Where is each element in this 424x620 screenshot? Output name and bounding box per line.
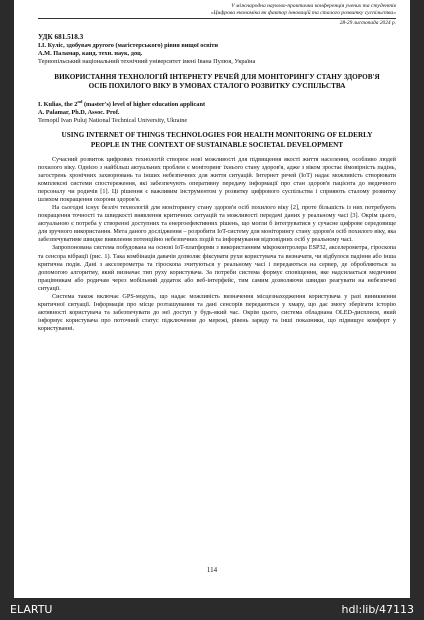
repository-footer [0,598,424,620]
body-paragraph: Сучасний розвиток цифрових технологій створює нові можливості для підвищення якості життя населення, особливо людей похилого віку. Однією з найбільш актуальних проблем є моніторинг їхнього стану здоров'я, адже з віком зростає ймовірність падінь, загострень хронічних захворювань та інших небезпечних для життя ситуацій. Інтернет речей (IoT) надає можливість створювати комплексні системи спостереження, які забезпечують оперативну передачу інформації про стан здоров'я пацієнта до медичного персоналу чи родичів [1]. Ці рішення є важливим інструментом у розвитку цифрового суспільства і сприяють сталому розвитку шляхом покращення охорони здоров'я. [38,155,396,204]
author-en-2: A. Palamar, Ph.D, Assoc. Prof. [38,108,120,116]
page-number: 114 [206,566,218,574]
author-ua-2: А.М. Паламар, канд. техн. наук, доц. [38,50,143,58]
author-ua-1: І.І. Куліс, здобувач другого (магістерського) рівня вищої освіти [38,42,219,49]
author-en-1: I. Kulias, the 2nd (master's) level of higher education applicant [38,98,206,108]
title-en: USING INTERNET OF THINGS TECHNOLOGIES FOR HEALTH MONITORING OF ELDERLY PEOPLE IN THE CONTEXT OF SUSTAINABLE SOCIETAL DEVELOPMENT [61,131,373,149]
affiliation-en: Ternopil Ivan Puluj National Technical University, Ukraine [38,116,188,124]
conference-header-line2: «Цифрова економіка як фактор інновацій та сталого розвитку суспільства» [210,10,396,16]
header-rule [38,18,396,19]
affiliation-ua: Тернопільський національний технічний університет імені Івана Пулюя, Україна [38,58,256,66]
footer-handle: hdl:lib/47113 [341,602,414,616]
footer-repository-name: ELARTU [10,602,53,616]
body-paragraph: Запропонована система побудована на основі IoT-платформи з використанням мікроконтролера ESP32, акселерометра, гіроскопа та сенсора вібрації (рис. 1). Така комбінація давачів дозволяє фіксувати рухи користувача та визначати, чи відбулося падіння або інша критична подія. Дані з акселерометра та гіроскопа зчитуються у реальному часі і передаються на сервер, де обробляються за допомогою алгоритму, який визначає тип руху користувача. За потреби система формує сповіщення, яке надсилається медичним працівникам або родичам через мобільний додаток або веб-інтерфейс, тим самим дозволяючи швидко реагувати на небезпечні ситуації. [38,244,396,292]
body-paragraph: Система також включає GPS-модуль, що надає можливість визначення місцезнаходження користувача у разі виникнення критичної ситуації. Інформація про місце розташування та дані сенсорів передаються у хмару, що дає змогу зберігати історію активності користувача та забезпечувати до неї доступ у будь-який час. Окрім цього, система обладнана OLED-дисплеєм, який інформує користувача про поточний статус підключення до мережі, рівень заряду та інші показники, що підвищує комфорт у користуванні. [38,292,396,332]
document-page [14,0,410,598]
body-paragraph: На сьогодні існує безліч технологій для моніторингу стану здоров'я осіб похилого віку [2], проте більшість із них потребують покращення точності та швидкості виявлення критичних ситуацій та можливості передачі даних у реальному часі [3]. Окрім цього, актуальною є потреба у створенні доступних та енергоефективних рішень, що могли б інтегруватися у сучасне цифрове середовище для зручного використання. Мета даного дослідження – розробити IoT-систему для моніторингу стану здоров'я осіб похилого віку, яка забезпечуватиме швидке виявлення потенційно небезпечних подій та інформування відповідних осіб у реальному часі. [38,204,396,244]
title-ua: ВИКОРИСТАННЯ ТЕХНОЛОГІЙ ІНТЕРНЕТУ РЕЧЕЙ ДЛЯ МОНІТОРИНГУ СТАНУ ЗДОРОВ'Я ОСІБ ПОХИЛОГО ВІКУ В УМОВАХ СТАЛОГО РОЗВИТКУ СУСПІЛЬСТВА [54,72,380,91]
conference-date: 28-29 листопада 2024 р. [339,20,396,26]
conference-header-line1: V міжнародна науково-практична конференція учених та студентів [231,3,396,9]
udk-code: УДК 681.518.3 [38,33,84,41]
